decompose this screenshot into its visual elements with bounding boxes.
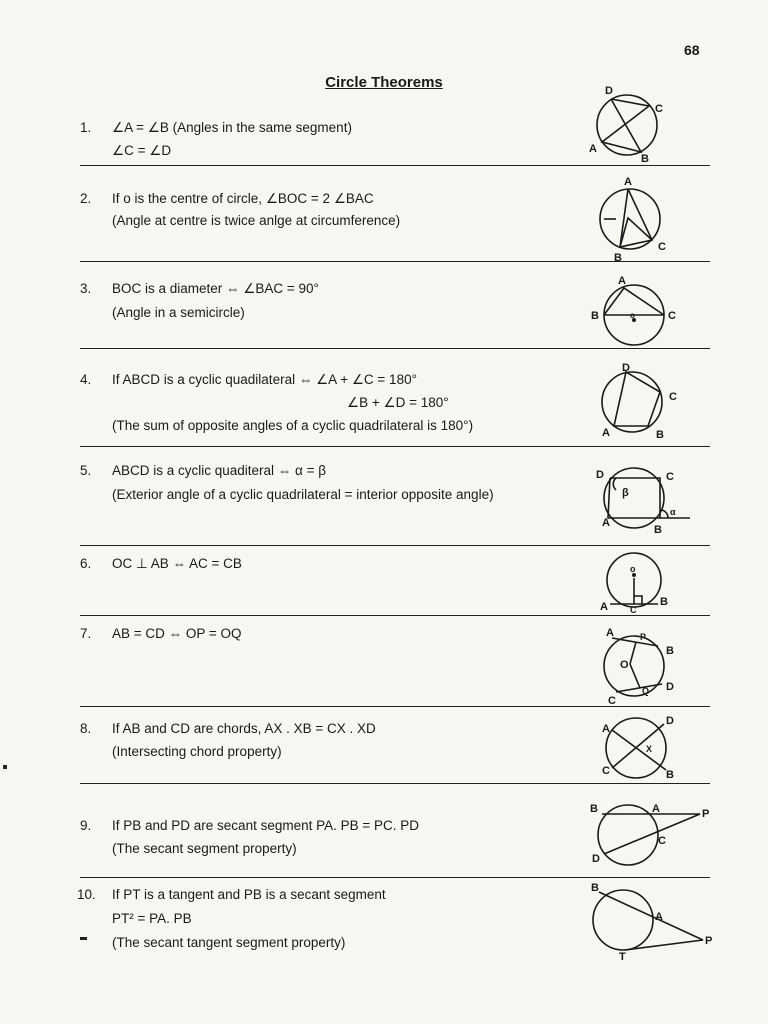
theorem-5-figure: [590, 460, 700, 540]
divider-2: [80, 261, 710, 262]
fig2-label-b: B: [614, 252, 622, 264]
dash-mark: [80, 937, 87, 940]
theorem-7-number: 7.: [80, 626, 92, 641]
fig6-label-a: A: [600, 601, 608, 613]
fig10-label-p: P: [705, 935, 713, 947]
fig8-label-c: C: [602, 765, 610, 777]
divider-5: [80, 545, 710, 546]
divider-3: [80, 348, 710, 349]
fig5-label-d: D: [596, 469, 604, 481]
fig5-label-c: C: [666, 471, 674, 483]
theorem-10-line-2: PT² = PA. PB: [112, 911, 192, 926]
divider-4: [80, 446, 710, 447]
theorem-2-figure: [590, 174, 680, 264]
fig4-label-c: C: [669, 391, 677, 403]
theorem-10-figure: [585, 880, 715, 963]
theorem-5-line-1: ABCD is a cyclic quaditeral ⇔ α = β: [112, 463, 327, 478]
theorem-8-line-2: (Intersecting chord property): [112, 744, 282, 759]
theorem-10-line-1: If PT is a tangent and PB is a secant segment: [112, 887, 386, 902]
theorem-1-line-2: ∠C = ∠D: [112, 143, 172, 158]
theorem-10-line-3: (The secant tangent segment property): [112, 935, 346, 950]
fig5-label-beta: β: [622, 487, 629, 499]
fig4-label-b: B: [656, 429, 664, 441]
fig5-label-alpha: α: [670, 507, 676, 517]
fig8-label-d: D: [666, 715, 674, 727]
fig3-label-a: A: [618, 275, 626, 287]
page-number: 68: [684, 42, 700, 58]
fig2-label-c: C: [658, 241, 666, 253]
theorem-2-line-2: (Angle at centre is twice anlge at circumference): [112, 213, 401, 228]
theorem-9-line-1: If PB and PD are secant segment PA. PB = PC. PD: [112, 818, 420, 833]
fig7-label-o: O: [620, 659, 629, 671]
fig10-label-t: T: [619, 951, 626, 963]
theorem-3-line-1: BOC is a diameter ⇔ ∠BAC = 90°: [112, 281, 319, 296]
theorem-9-line-2: (The secant segment property): [112, 841, 297, 856]
theorem-5-line-2: (Exterior angle of a cyclic quadrilateral = interior opposite angle): [112, 487, 494, 502]
theorem-4-number: 4.: [80, 372, 92, 387]
divider-8: [80, 783, 710, 784]
fig5-label-a: A: [602, 517, 610, 529]
theorem-3-figure: [588, 270, 688, 340]
divider-9: [80, 877, 710, 878]
fig6-label-o: o: [630, 564, 636, 574]
fig9-label-c: C: [658, 835, 666, 847]
theorem-1-number: 1.: [80, 120, 92, 135]
fig7-label-d: D: [666, 681, 674, 693]
theorem-4-line-1: If ABCD is a cyclic quadilateral ⇔ ∠A + ∠C = 180°: [112, 372, 417, 387]
fig9-label-a: A: [652, 803, 660, 815]
theorem-4-line-2: ∠B + ∠D = 180°: [347, 395, 449, 410]
theorem-3-number: 3.: [80, 281, 92, 296]
fig6-label-c: C: [630, 605, 637, 615]
theorem-9-figure: [588, 800, 713, 870]
fig1-label-c: C: [655, 103, 663, 115]
fig2-label-a: A: [624, 176, 632, 188]
theorem-7-figure: [590, 622, 690, 708]
divider-7: [80, 706, 710, 707]
theorem-4-line-3: (The sum of opposite angles of a cyclic quadrilateral is 180°): [112, 418, 474, 433]
theorem-8-line-1: If AB and CD are chords, AX . XB = CX . XD: [112, 721, 376, 736]
theorem-2-line-1: If o is the centre of circle, ∠BOC = 2 ∠BAC: [112, 191, 374, 206]
fig5-label-b: B: [654, 524, 662, 536]
fig10-label-b: B: [591, 882, 599, 894]
fig3-label-c: C: [668, 310, 676, 322]
theorem-9-number: 9.: [80, 818, 92, 833]
fig7-label-c: C: [608, 695, 616, 707]
fig1-label-a: A: [589, 143, 597, 155]
fig8-label-b: B: [666, 769, 674, 781]
fig8-label-a: A: [602, 723, 610, 735]
theorem-8-number: 8.: [80, 721, 92, 736]
fig10-label-a: A: [655, 911, 663, 923]
fig1-label-d: D: [605, 85, 613, 97]
fig7-label-p: P: [640, 632, 647, 642]
theorem-3-line-2: (Angle in a semicircle): [112, 305, 245, 320]
fig9-label-p: P: [702, 808, 710, 820]
fig7-label-a: A: [606, 627, 614, 639]
margin-mark: [3, 765, 7, 769]
fig4-label-d: D: [622, 362, 630, 374]
theorem-6-line-1: OC ⊥ AB ⇔ AC = CB: [112, 556, 242, 571]
fig7-label-q: Q: [642, 686, 650, 696]
fig1-label-b: B: [641, 153, 649, 165]
fig7-label-b: B: [666, 645, 674, 657]
theorem-7-line-1: AB = CD ⇔ OP = OQ: [112, 626, 242, 641]
theorem-2-number: 2.: [80, 191, 92, 206]
theorem-1-line-1: ∠A = ∠B (Angles in the same segment): [112, 120, 352, 135]
theorem-4-figure: [590, 360, 690, 440]
fig9-label-d: D: [592, 853, 600, 865]
page-title: Circle Theorems: [325, 74, 443, 91]
theorem-1-figure: [585, 80, 675, 165]
fig3-label-o: o: [630, 311, 635, 320]
fig4-label-a: A: [602, 427, 610, 439]
fig3-label-b: B: [591, 310, 599, 322]
theorem-5-number: 5.: [80, 463, 92, 478]
fig8-label-x: X: [646, 744, 653, 754]
fig9-label-b: B: [590, 803, 598, 815]
theorem-10-number: 10.: [77, 887, 96, 902]
fig6-label-b: B: [660, 596, 668, 608]
theorem-6-number: 6.: [80, 556, 92, 571]
divider-6: [80, 615, 710, 616]
theorem-8-figure: [590, 710, 690, 782]
divider-1: [80, 165, 710, 166]
theorem-6-figure: [590, 548, 690, 614]
